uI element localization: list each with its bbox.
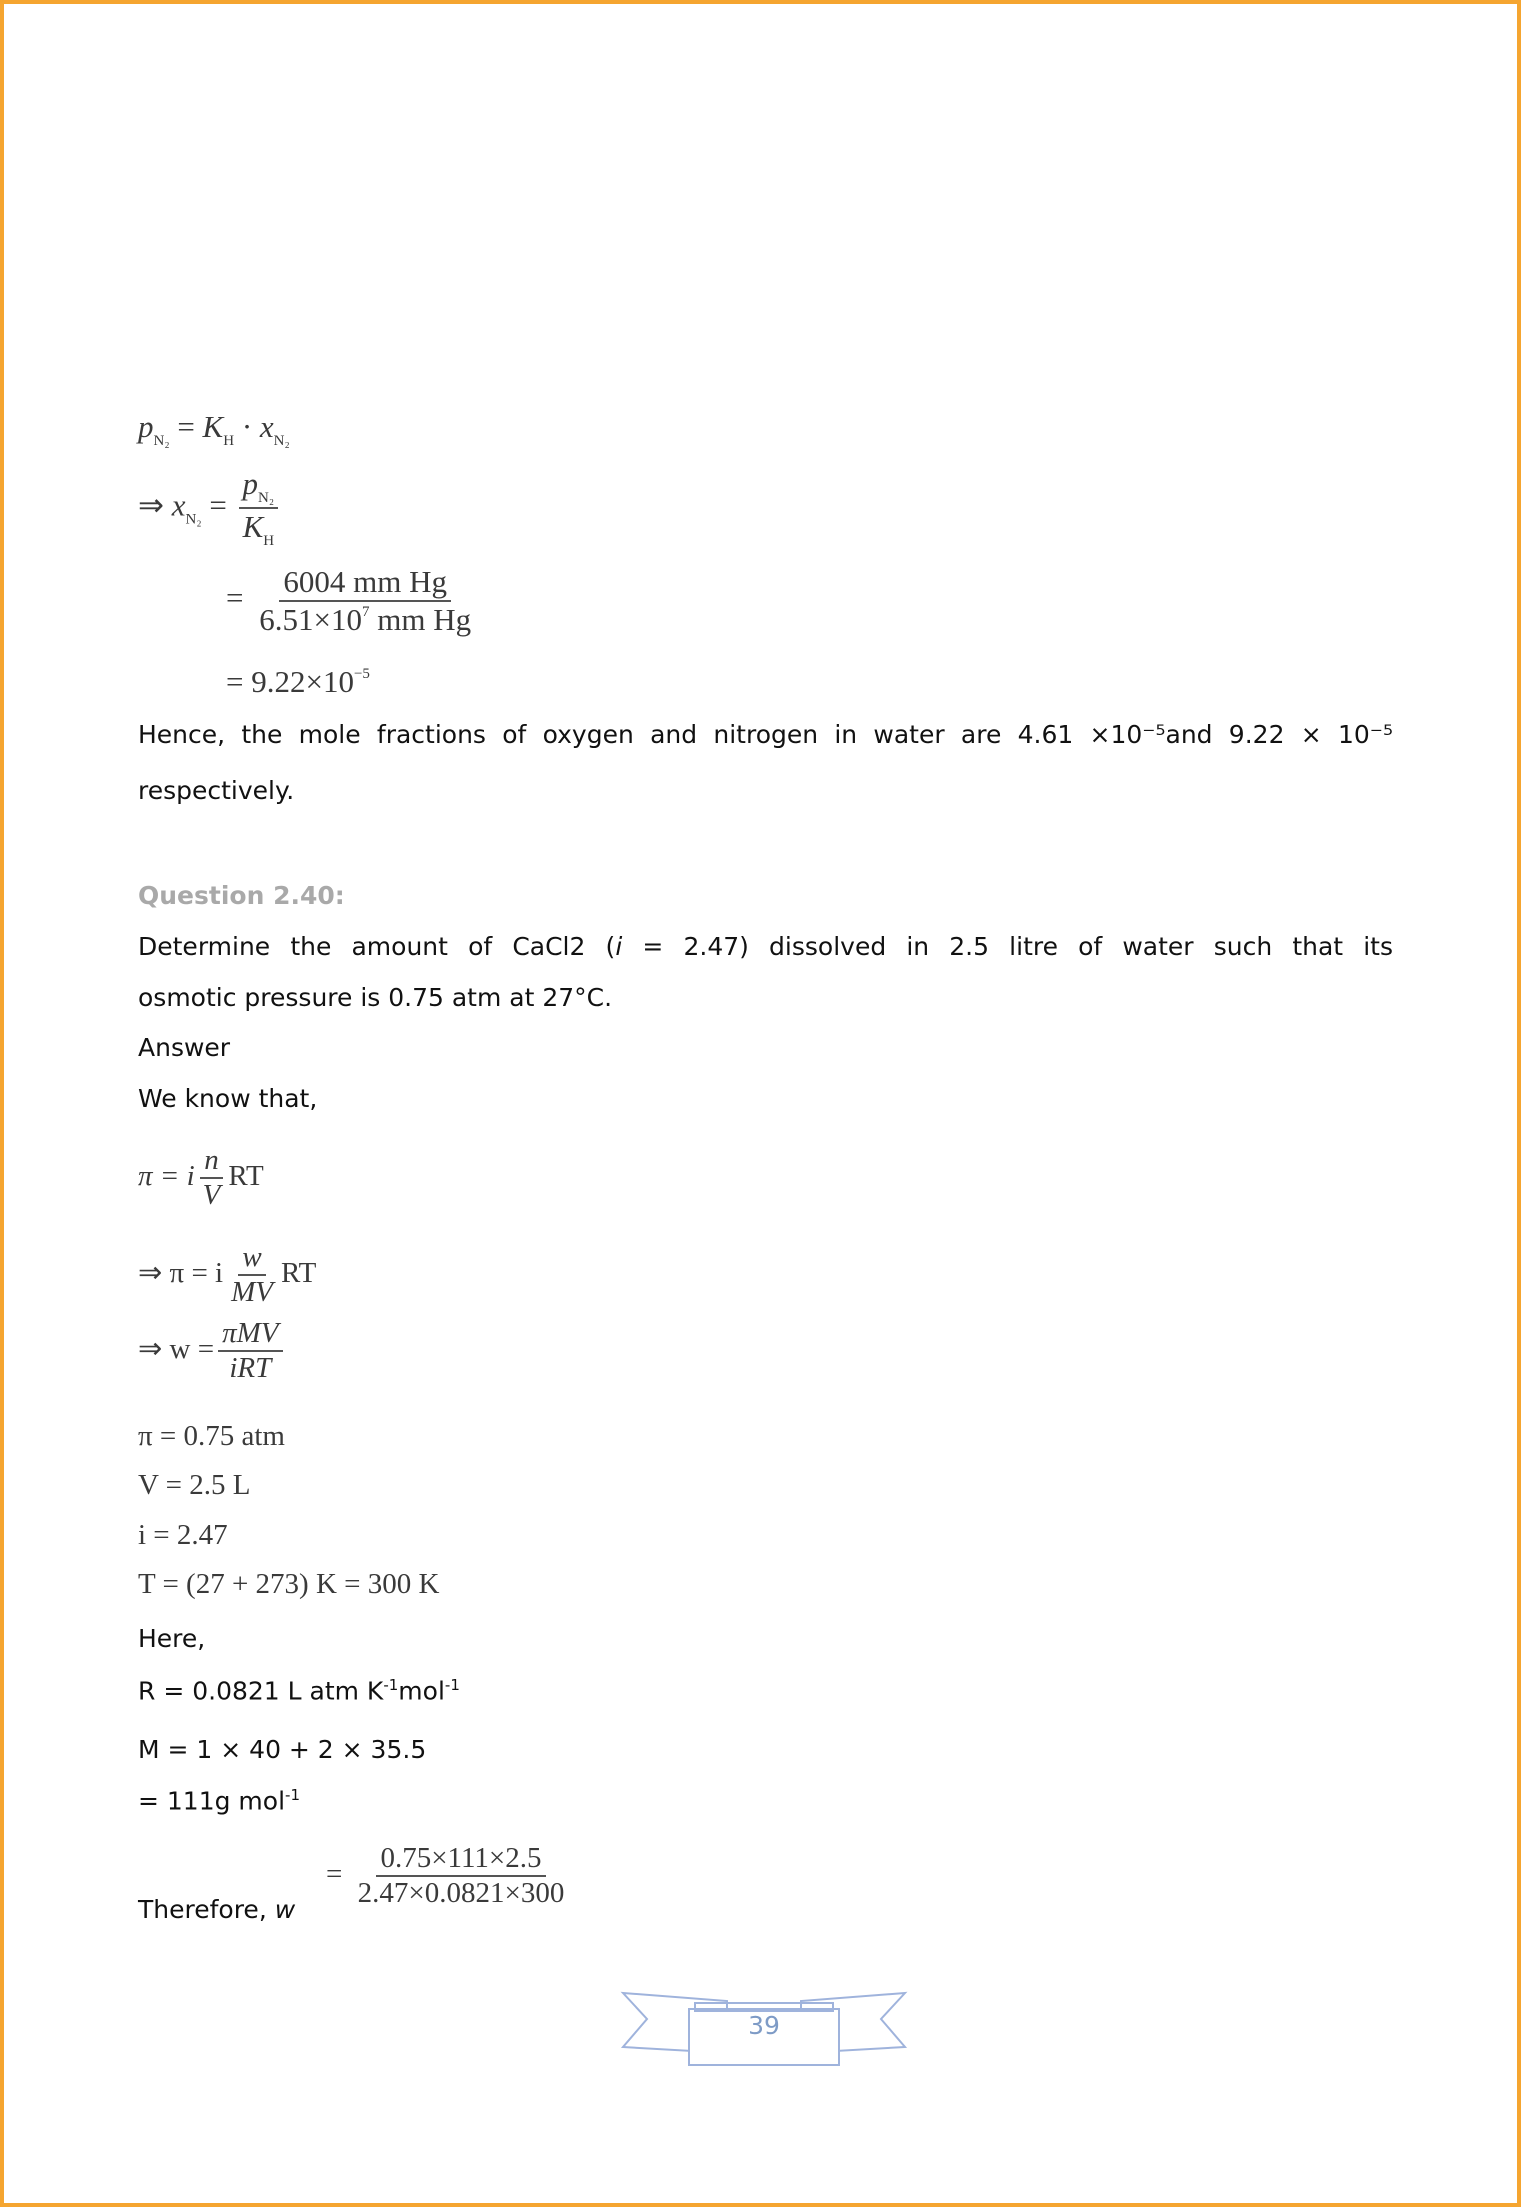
denominator: V <box>202 1179 221 1212</box>
equation-substitution: = $\frac{\text{6004 mm Hg}}{6.51\times 10^7 mm Hg}$ <box>226 564 479 637</box>
eq-sub: N₂ <box>153 433 170 449</box>
conclusion-text: Hence, the mole fractions of oxygen and nitrogen in water are 4.61 ×10⁻⁵and 9.22 × 10⁻⁵ <box>138 720 1393 749</box>
denominator-unit: mm Hg <box>369 601 472 637</box>
eq-sub: H <box>263 533 275 550</box>
answer-label: Answer <box>138 1033 231 1062</box>
fraction <box>227 1241 277 1310</box>
question-text-cont: osmotic pressure is 0.75 atm at 27°C. <box>138 983 613 1012</box>
exponent: 7 <box>361 603 370 620</box>
eq-symbol: x <box>259 409 274 444</box>
equation-result: = $9.22\times 10^{-5}$ <box>226 664 370 699</box>
numerator: 6004 mm Hg <box>279 564 451 602</box>
fraction <box>255 564 475 637</box>
therefore-var: w <box>274 1895 296 1924</box>
molar-mass-result <box>138 1786 300 1815</box>
exponent: −5 <box>353 666 370 682</box>
fraction <box>354 1842 569 1911</box>
question-text <box>138 932 1393 961</box>
eq-symbol: K <box>242 509 264 545</box>
equation-mole-fraction: ⇒ $x_{N_2}$ = $\frac{p_{N_2}}{K_H}$ <box>138 466 282 551</box>
unit: mol <box>398 1676 445 1706</box>
result-value: 9.22×10 <box>251 664 354 699</box>
fraction <box>199 1144 225 1213</box>
gas-constant <box>138 1676 460 1705</box>
equation-osmotic-1 <box>138 1144 264 1213</box>
numerator: 0.75×111×2.5 <box>376 1842 545 1877</box>
denominator: iRT <box>229 1352 272 1385</box>
given-temperature: T = (27 + 273) K = 300 K <box>138 1568 440 1600</box>
question-var: i <box>615 932 623 961</box>
eq-symbol: p <box>242 466 259 501</box>
molar-mass-value: = 111g mol <box>138 1786 286 1816</box>
denominator: MV <box>231 1276 273 1309</box>
given-pressure: π = 0.75 atm <box>138 1420 285 1452</box>
numerator: w <box>238 1241 265 1276</box>
exponent: -1 <box>383 1676 399 1694</box>
eq-rhs: RT <box>228 1160 264 1192</box>
exponent: -1 <box>444 1676 460 1694</box>
here-label: Here, <box>138 1624 206 1653</box>
eq-rhs: RT <box>280 1257 317 1289</box>
equation-osmotic-2 <box>138 1241 316 1310</box>
eq-sub: H <box>223 433 235 449</box>
conclusion-text-cont: respectively. <box>138 776 295 805</box>
equation-henry-law: $p_{N_2} = K_H \cdot x_{N_2}$ <box>138 409 290 449</box>
given-vant-hoff: i = 2.47 <box>138 1519 228 1551</box>
fraction <box>239 466 279 551</box>
eq-sub: N₂ <box>185 511 202 528</box>
gas-constant-value: R = 0.0821 L atm K <box>138 1676 384 1706</box>
fraction <box>218 1317 282 1386</box>
numerator: πMV <box>218 1317 282 1352</box>
page-number: 39 <box>748 2011 780 2040</box>
eq-sub: N₂ <box>273 433 290 449</box>
eq-lhs: ⇒ π = i <box>138 1257 224 1289</box>
therefore-label <box>138 1895 295 1924</box>
question-heading: Question 2.40: <box>138 881 345 910</box>
page-number-badge <box>619 1989 909 2069</box>
answer-intro: We know that, <box>138 1084 318 1113</box>
exponent: -1 <box>285 1786 300 1804</box>
denominator: 6.51×10 <box>259 601 362 637</box>
numerator: n <box>200 1144 223 1179</box>
denominator: 2.47×0.0821×300 <box>357 1877 565 1910</box>
question-text-part: = 2.47) dissolved in 2.5 litre of water such that its <box>622 932 1394 961</box>
given-volume: V = 2.5 L <box>138 1469 251 1501</box>
eq-symbol: p <box>138 409 154 444</box>
eq-lhs: ⇒ w = <box>138 1333 215 1365</box>
eq-symbol: x <box>171 487 186 523</box>
eq-sub: N₂ <box>258 490 275 506</box>
eq-symbol: K <box>202 409 224 444</box>
molar-mass-calc: M = 1 × 40 + 2 × 35.5 <box>138 1735 427 1764</box>
question-text-part: Determine the amount of CaCl2 ( <box>138 932 616 961</box>
eq-lhs: π = i <box>138 1160 195 1192</box>
therefore-text: Therefore, <box>138 1895 275 1924</box>
equation-osmotic-3 <box>138 1317 287 1386</box>
final-fraction: = $\frac{0.75\times 111\times 2.5}{2.47\times 0.0821\times 300}$ <box>326 1842 572 1911</box>
